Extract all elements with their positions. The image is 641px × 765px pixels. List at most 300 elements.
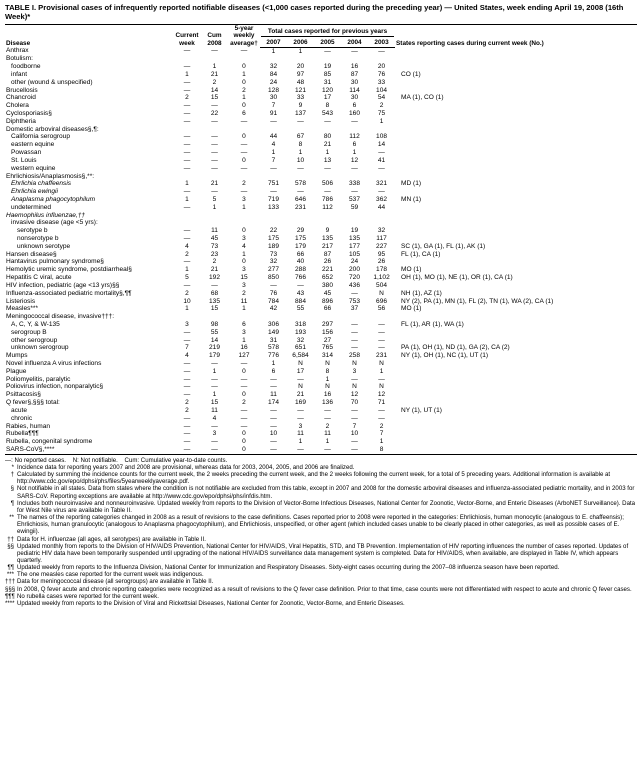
value-cell-y07: — <box>270 281 277 289</box>
value-cell-y04: — <box>351 164 358 172</box>
value-cell-y03: 33 <box>377 78 386 86</box>
value-cell-avg: 16 <box>240 344 248 352</box>
disease-name-cell: Anaplasma phagocytophilum <box>11 195 96 203</box>
value-cell-avg <box>228 212 260 220</box>
header-current-week: Current week <box>173 24 201 47</box>
states-reporting-cell <box>395 126 637 134</box>
disease-name-cell: Mumps <box>6 352 28 360</box>
footnote <box>5 600 637 607</box>
value-cell-y07: 1 <box>271 360 276 368</box>
value-cell-y06: — <box>297 188 304 196</box>
states-reporting-cell: NY (1), OH (1), NC (1), UT (1) <box>401 352 489 360</box>
value-cell-y04: — <box>351 47 358 55</box>
table-row <box>5 110 637 118</box>
value-cell-cw: 1 <box>185 305 189 313</box>
footnote-text: In 2008, Q fever acute and chronic reporting categories were recognized as a result of revisions to the Q fever case definition. Prior to that time, case counts were not differentiated with respect to acute and chronic Q fever cases. <box>17 585 632 593</box>
table-row <box>5 438 637 446</box>
value-cell-y07: — <box>270 422 277 430</box>
value-cell-y06: 3 <box>298 422 303 430</box>
value-cell-avg: 0 <box>242 133 246 141</box>
value-cell-cum: — <box>211 188 218 196</box>
value-cell-y06: 137 <box>295 110 306 118</box>
value-cell-y07: 4 <box>271 141 276 149</box>
states-reporting-cell <box>395 102 637 110</box>
value-cell-y07: 10 <box>269 430 278 438</box>
value-cell-y07 <box>260 173 287 181</box>
value-cell-cw: — <box>183 438 191 446</box>
value-cell-y04: — <box>351 336 358 344</box>
value-cell-avg: 0 <box>242 438 246 446</box>
value-cell-y04: N <box>352 383 357 391</box>
value-cell-cum: — <box>211 281 218 289</box>
disease-name-cell: Cholera <box>6 102 29 110</box>
states-reporting-cell <box>395 219 637 227</box>
states-reporting-cell <box>395 391 637 399</box>
value-cell-avg: 3 <box>242 195 246 203</box>
value-cell-cw: — <box>183 203 191 211</box>
value-cell-y07: 149 <box>268 328 279 336</box>
value-cell-y03: 14 <box>377 141 386 149</box>
footnote-text: Updated monthly from reports to the Division of HIV/AIDS Prevention, National Center for HIV/AIDS, Viral Hepatitis, STD, and TB Prevention. Implementation of HIV reporting influences the number of cases reported. Updates of pediatric HIV data have been temporarily suspended until upgrading of the national HIV/AIDS surveillance data management system is completed. Data for HIV/AIDS, when available, are displayed in Table IV, which appears quarterly. <box>17 542 629 564</box>
footnote-mark: **** <box>5 599 15 607</box>
table-row <box>5 157 637 165</box>
disease-name-cell: Q fever§,§§§ total: <box>6 399 60 407</box>
value-cell-y04: 59 <box>350 203 359 211</box>
value-cell-y04: — <box>351 375 358 383</box>
value-cell-y05: 27 <box>323 336 332 344</box>
value-cell-y05: 8 <box>325 102 330 110</box>
value-cell-avg: 15 <box>240 274 248 282</box>
table-row <box>5 313 637 321</box>
disease-name-cell: Botulism: <box>6 55 33 63</box>
table-row <box>5 399 637 407</box>
value-cell-y04: 338 <box>349 180 360 188</box>
header-5yr-average: 5-year weekly average† <box>228 24 260 47</box>
value-cell-y06: 193 <box>295 328 306 336</box>
value-cell-y03: — <box>378 149 385 157</box>
value-cell-y07: — <box>270 188 277 196</box>
value-cell-y05: 1 <box>325 438 330 446</box>
value-cell-y06: 67 <box>296 133 305 141</box>
table-row <box>5 368 637 376</box>
header-2005: 2005 <box>314 37 341 47</box>
disease-name-cell: Ehrlichia ewingii <box>11 188 58 196</box>
value-cell-cum: 21 <box>210 180 219 188</box>
table-row <box>5 71 637 79</box>
value-cell-y03: — <box>378 406 385 414</box>
footnote-mark: ¶¶¶ <box>5 592 15 600</box>
value-cell-y04: 105 <box>349 250 360 258</box>
value-cell-avg: 0 <box>242 78 246 86</box>
value-cell-cum: — <box>211 383 218 391</box>
value-cell-y06: — <box>297 414 304 422</box>
value-cell-y07: 91 <box>269 110 278 118</box>
footnote-list <box>5 464 637 607</box>
value-cell-y05: 506 <box>322 180 333 188</box>
disease-name-cell: chronic <box>11 414 33 422</box>
table-row <box>5 94 637 102</box>
value-cell-cum <box>201 55 228 63</box>
states-reporting-cell <box>395 399 637 407</box>
value-cell-y03: N <box>379 383 384 391</box>
disease-name-cell: Hepatitis C viral, acute <box>6 274 72 282</box>
states-reporting-cell <box>395 383 637 391</box>
value-cell-y03: 696 <box>376 297 387 305</box>
value-cell-y07 <box>260 219 287 227</box>
value-cell-cw: — <box>183 430 191 438</box>
value-cell-avg: 6 <box>242 320 246 328</box>
value-cell-y03: 26 <box>377 258 386 266</box>
value-cell-cw: 1 <box>185 180 189 188</box>
value-cell-avg: — <box>240 141 248 149</box>
value-cell-y04: — <box>351 414 358 422</box>
disease-name-cell: acute <box>11 406 28 414</box>
table-row <box>5 391 637 399</box>
footnote <box>5 586 637 593</box>
footnote-mark: * <box>11 463 14 471</box>
value-cell-cw: 7 <box>185 344 189 352</box>
states-reporting-cell <box>395 282 637 290</box>
disease-name-cell: invasive disease (age <5 yrs): <box>11 219 98 227</box>
value-cell-y06: — <box>297 406 304 414</box>
states-reporting-cell <box>395 446 637 454</box>
value-cell-y04: 10 <box>350 430 359 438</box>
value-cell-cw: 1 <box>185 70 189 78</box>
value-cell-y04: — <box>351 117 358 125</box>
value-cell-y07: 31 <box>269 336 278 344</box>
value-cell-y04 <box>341 55 368 63</box>
footnote <box>5 500 637 514</box>
value-cell-y06: 231 <box>295 203 306 211</box>
value-cell-cw: 2 <box>185 399 189 407</box>
footnote-text: Updated weekly from reports to the Influenza Division, National Center for Immunization and Respiratory Diseases. Sixty-eight cases occurring during the 2007–08 influenza season have been reported. <box>17 564 560 572</box>
value-cell-y07: 32 <box>269 63 278 71</box>
value-cell-y05: 87 <box>323 250 332 258</box>
value-cell-avg <box>228 313 260 321</box>
value-cell-y06: — <box>297 164 304 172</box>
value-cell-cum: 1 <box>212 203 217 211</box>
disease-name-cell: California serogroup <box>11 133 70 141</box>
value-cell-y05: 136 <box>322 399 333 407</box>
value-cell-y07: — <box>270 414 277 422</box>
disease-name-cell: Hansen disease§ <box>6 250 57 258</box>
disease-name-cell: Influenza-associated pediatric mortality§,¶¶ <box>6 289 132 297</box>
footnote <box>5 514 637 535</box>
value-cell-cw: 2 <box>185 406 189 414</box>
table-row <box>5 258 637 266</box>
disease-name-cell: Measles*** <box>6 305 39 313</box>
value-cell-cum: — <box>211 102 218 110</box>
table-row <box>5 219 637 227</box>
disease-name-cell: Psittacosis§ <box>6 391 41 399</box>
disease-name-cell: HIV infection, pediatric (age <13 yrs)§§ <box>6 281 120 289</box>
value-cell-cum: 98 <box>210 320 219 328</box>
footnote-mark: † <box>10 471 14 479</box>
value-cell-cum: 45 <box>210 235 219 243</box>
value-cell-y07: 7 <box>271 156 276 164</box>
disease-name-cell: undetermined <box>11 203 52 211</box>
value-cell-y03: 54 <box>377 94 386 102</box>
table-body <box>5 47 637 454</box>
value-cell-cum: 14 <box>210 86 219 94</box>
value-cell-y05: — <box>324 188 331 196</box>
states-reporting-cell <box>395 368 637 376</box>
value-cell-y05: 112 <box>322 203 333 211</box>
value-cell-y07: — <box>270 375 277 383</box>
value-cell-cum: — <box>211 438 218 446</box>
value-cell-y03 <box>368 212 395 220</box>
value-cell-avg: 11 <box>240 297 248 305</box>
disease-name-cell: Anthrax <box>6 47 29 55</box>
value-cell-y04: 16 <box>350 63 359 71</box>
value-cell-avg <box>228 55 260 63</box>
footnote <box>5 485 637 499</box>
value-cell-y07: 719 <box>268 195 279 203</box>
table-row <box>5 63 637 71</box>
value-cell-y07: 850 <box>268 274 279 282</box>
table-row <box>5 407 637 415</box>
value-cell-y03: 231 <box>376 352 387 360</box>
value-cell-cw: — <box>183 141 191 149</box>
states-reporting-cell <box>395 47 637 55</box>
value-cell-cw: — <box>183 367 191 375</box>
value-cell-y05: 2 <box>325 422 330 430</box>
value-cell-y07: 76 <box>269 289 278 297</box>
value-cell-y06: 179 <box>295 242 306 250</box>
table-row <box>5 243 637 251</box>
value-cell-y03: 95 <box>377 250 386 258</box>
value-cell-cum: 1 <box>212 367 217 375</box>
value-cell-cw: — <box>183 336 191 344</box>
value-cell-y03: N <box>379 360 384 368</box>
value-cell-y07: — <box>270 406 277 414</box>
value-cell-y04 <box>341 173 368 181</box>
value-cell-cw: — <box>183 86 191 94</box>
value-cell-cw: — <box>183 391 191 399</box>
value-cell-avg: — <box>240 117 248 125</box>
value-cell-y05: 120 <box>322 86 333 94</box>
value-cell-cum <box>201 313 228 321</box>
footnote-text: Data for meningococcal disease (all serogroups) are available in Table II. <box>17 578 214 586</box>
value-cell-y05: 221 <box>322 266 333 274</box>
states-reporting-cell <box>395 63 637 71</box>
value-cell-y03 <box>368 55 395 63</box>
value-cell-cum: — <box>211 133 218 141</box>
value-cell-cum: 68 <box>210 289 219 297</box>
value-cell-y05: 8 <box>325 367 330 375</box>
value-cell-avg <box>228 219 260 227</box>
value-cell-avg: 6 <box>242 110 246 118</box>
value-cell-cum: — <box>211 47 218 55</box>
states-reporting-cell <box>395 204 637 212</box>
value-cell-cum: — <box>211 141 218 149</box>
value-cell-y05: 314 <box>322 352 333 360</box>
value-cell-y03: 2 <box>379 422 384 430</box>
disease-name-cell: serotype b <box>17 227 48 235</box>
value-cell-cw <box>173 173 201 181</box>
states-reporting-cell <box>395 360 637 368</box>
value-cell-y05: 380 <box>322 281 333 289</box>
value-cell-y04: 1 <box>352 149 357 157</box>
value-cell-cw: — <box>183 110 191 118</box>
disease-name-cell: Haemophilus influenzae,†† <box>6 211 85 219</box>
value-cell-avg: — <box>240 383 248 391</box>
value-cell-avg: 1 <box>242 94 246 102</box>
states-reporting-cell <box>395 337 637 345</box>
states-reporting-cell <box>395 141 637 149</box>
value-cell-y03: — <box>378 375 385 383</box>
table-row <box>5 282 637 290</box>
value-cell-cum: 15 <box>210 94 219 102</box>
value-cell-cw: — <box>183 188 191 196</box>
value-cell-y06: 6,584 <box>292 352 309 360</box>
value-cell-y03: — <box>378 188 385 196</box>
table-row <box>5 446 637 454</box>
states-reporting-cell: NY (2), PA (1), MN (1), FL (2), TN (1), WA (2), CA (1) <box>401 297 554 305</box>
value-cell-cw <box>173 55 201 63</box>
value-cell-y06: 20 <box>296 63 305 71</box>
value-cell-y07 <box>260 55 287 63</box>
value-cell-y03: — <box>378 320 385 328</box>
states-reporting-cell: PA (1), OH (1), ND (1), GA (2), CA (2) <box>401 344 510 352</box>
value-cell-y04: 135 <box>349 235 360 243</box>
value-cell-y04: — <box>351 438 358 446</box>
value-cell-y07 <box>260 126 287 134</box>
value-cell-y07: 7 <box>271 102 276 110</box>
value-cell-cum <box>201 173 228 181</box>
value-cell-y03: 321 <box>376 180 387 188</box>
table-row <box>5 133 637 141</box>
value-cell-y03: 178 <box>376 266 387 274</box>
value-cell-avg: 0 <box>242 391 246 399</box>
value-cell-y03: 1 <box>379 438 384 446</box>
value-cell-y05 <box>314 212 341 220</box>
value-cell-avg: — <box>240 406 248 414</box>
value-cell-y05: 156 <box>322 328 333 336</box>
value-cell-y06: — <box>287 446 314 454</box>
value-cell-y04: 24 <box>350 258 359 266</box>
value-cell-cw: 2 <box>185 250 189 258</box>
value-cell-y04: 30 <box>350 78 359 86</box>
value-cell-y07: 32 <box>269 258 278 266</box>
states-reporting-cell <box>395 235 637 243</box>
value-cell-cw: 1 <box>185 266 189 274</box>
value-cell-cum: — <box>211 375 218 383</box>
states-reporting-cell <box>395 423 637 431</box>
states-reporting-cell <box>395 313 637 321</box>
footnote <box>5 571 637 578</box>
value-cell-cum: 73 <box>210 242 219 250</box>
value-cell-cum: 15 <box>210 399 219 407</box>
value-cell-y04: — <box>351 328 358 336</box>
value-cell-cw: — <box>183 360 191 368</box>
table-row <box>5 149 637 157</box>
table-row <box>5 360 637 368</box>
table-row <box>5 79 637 87</box>
value-cell-avg: — <box>240 164 248 172</box>
disease-name-cell: nonserotype b <box>17 235 59 243</box>
value-cell-y06: 1 <box>298 438 303 446</box>
value-cell-y06: 8 <box>298 141 303 149</box>
value-cell-y04: — <box>341 446 368 454</box>
value-cell-cum: 1 <box>212 63 217 71</box>
value-cell-y05: 1 <box>325 375 330 383</box>
value-cell-y06: 29 <box>296 227 305 235</box>
value-cell-y06: 48 <box>296 78 305 86</box>
footnote-text: Includes both neuroinvasive and nonneuroinvasive. Updated weekly from reports to the Division of Vector-Borne Infectious Diseases, National Center for Zoonotic, Vector-Borne, and Enteric Diseases (ArboNET Surveillance). Data for West Nile virus are available in Table II. <box>17 499 636 514</box>
table-row <box>5 141 637 149</box>
table-row <box>5 430 637 438</box>
disease-name-cell: other (wound & unspecified) <box>11 78 93 86</box>
value-cell-y05: 652 <box>322 274 333 282</box>
value-cell-cum: 135 <box>209 297 220 305</box>
value-cell-cw: 4 <box>185 242 189 250</box>
value-cell-avg: 3 <box>242 235 246 243</box>
value-cell-y07: — <box>270 438 277 446</box>
value-cell-avg: — <box>240 360 248 368</box>
value-cell-y03: N <box>379 289 384 297</box>
value-cell-y04: — <box>351 344 358 352</box>
value-cell-cw: — <box>183 414 191 422</box>
value-cell-avg: — <box>240 375 248 383</box>
footnote-text: Updated weekly from reports to the Division of Viral and Rickettsial Diseases, National Center for Zoonotic, Vector-Borne, and Enteric Diseases. <box>17 599 405 607</box>
value-cell-cum: — <box>211 117 218 125</box>
table-row <box>5 298 637 306</box>
value-cell-y06: 646 <box>295 195 306 203</box>
value-cell-cw: 1 <box>185 195 189 203</box>
table-row <box>5 423 637 431</box>
value-cell-y05: 45 <box>323 289 332 297</box>
footnote-text: Incidence data for reporting years 2007 and 2008 are provisional, whereas data for 2003, 2004, 2005, and 2006 are finalized. <box>17 463 355 471</box>
states-reporting-cell <box>395 376 637 384</box>
header-cum-2008: Cum 2008 <box>201 24 228 47</box>
value-cell-y03: 227 <box>376 242 387 250</box>
value-cell-avg: — <box>240 188 248 196</box>
value-cell-y06: 10 <box>296 156 305 164</box>
value-cell-cum: 2 <box>212 258 217 266</box>
value-cell-y07: 30 <box>269 94 278 102</box>
value-cell-avg: 0 <box>242 430 246 438</box>
table-row <box>5 47 637 55</box>
value-cell-cum: 21 <box>210 266 219 274</box>
value-cell-y03: 32 <box>377 227 386 235</box>
value-cell-y06: — <box>297 375 304 383</box>
value-cell-y05: 19 <box>323 63 332 71</box>
value-cell-y07: 24 <box>269 78 278 86</box>
value-cell-y03: 44 <box>377 203 386 211</box>
value-cell-cum: — <box>211 164 218 172</box>
table-row <box>5 87 637 95</box>
value-cell-y06: — <box>297 117 304 125</box>
states-reporting-cell <box>395 133 637 141</box>
value-cell-y04: — <box>351 406 358 414</box>
footnote-text: No rubella cases were reported for the current week. <box>17 592 159 600</box>
footnote <box>5 578 637 585</box>
footnote <box>5 464 637 471</box>
value-cell-cw: — <box>183 47 191 55</box>
value-cell-cw: — <box>183 149 191 157</box>
value-cell-avg: 3 <box>242 266 246 274</box>
table-row <box>5 118 637 126</box>
value-cell-cw: — <box>183 281 191 289</box>
value-cell-avg <box>228 173 260 181</box>
value-cell-y03 <box>368 173 395 181</box>
value-cell-avg: 1 <box>242 250 246 258</box>
states-reporting-cell: MD (1) <box>401 180 422 188</box>
value-cell-cw: — <box>183 375 191 383</box>
table-row <box>5 337 637 345</box>
value-cell-y03: 56 <box>377 305 386 313</box>
